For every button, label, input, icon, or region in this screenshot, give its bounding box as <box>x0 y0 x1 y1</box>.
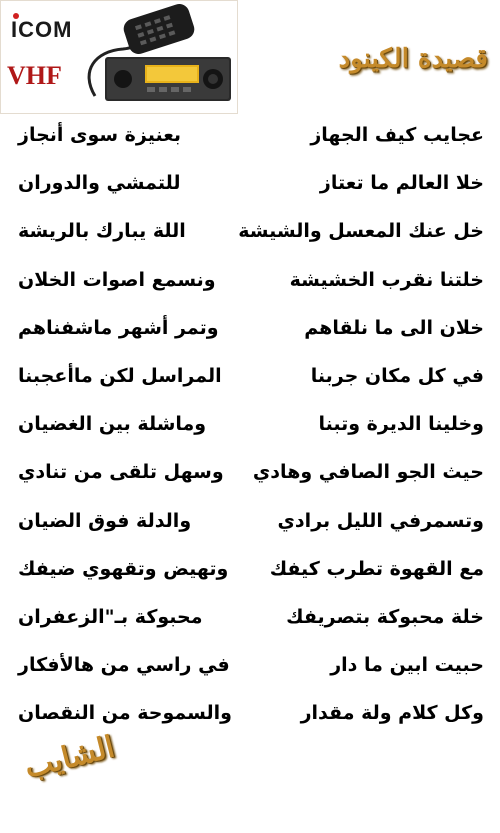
verse-second-hemistich: والدلة فوق الضيان <box>18 509 192 532</box>
verse-row <box>0 357 500 405</box>
verse-second-hemistich: وماشلة بين الغضيان <box>18 413 207 436</box>
verse-row <box>0 694 500 742</box>
verse-first-hemistich: خل عنك المعسل والشيشة <box>238 220 484 243</box>
radio-icon <box>85 1 235 111</box>
verse-second-hemistich: والسموحة من النقصان <box>18 702 232 725</box>
verse-first-hemistich: خلان الى ما نلقاهم <box>304 316 484 339</box>
verse-second-hemistich: اللة يبارك بالريشة <box>18 220 186 243</box>
verse-first-hemistich: حبيت ابين ما دار <box>330 654 484 677</box>
verse-first-hemistich: مع القهوة تطرب كيفك <box>269 557 484 580</box>
verse-second-hemistich: وتهيض وتقهوي ضيفك <box>18 557 229 580</box>
verse-first-hemistich: وكل كلام ولة مقدار <box>300 702 484 725</box>
verse-first-hemistich: عجايب كيف الجهاز <box>310 124 484 146</box>
verse-first-hemistich: خلتنا نقرب الخشيشة <box>289 268 484 291</box>
verse-first-hemistich: في كل مكان جربنا <box>310 364 484 387</box>
verse-row <box>0 116 500 164</box>
verse-first-hemistich: حيث الجو الصافي وهادي <box>252 461 484 484</box>
verse-first-hemistich: وخلينا الديرة وتبنا <box>318 413 484 436</box>
verse-row <box>0 309 500 357</box>
poem-title: قصيدة الكينود <box>338 44 488 74</box>
verse-row <box>0 261 500 309</box>
verse-second-hemistich: المراسل لكن ماأعجبنا <box>18 364 222 387</box>
verse-row <box>0 502 500 550</box>
verse-first-hemistich: خلا العالم ما تعتاز <box>319 172 484 195</box>
verse-second-hemistich: محبوكة بـ"الزعفران <box>18 605 203 628</box>
verse-row <box>0 598 500 646</box>
verse-row <box>0 405 500 453</box>
verse-second-hemistich: في راسي من هالأفكار <box>18 654 230 677</box>
verse-row <box>0 550 500 598</box>
verse-row <box>0 164 500 212</box>
verse-second-hemistich: بعنيزة سوى أنجاز <box>18 124 182 146</box>
verse-row <box>0 646 500 694</box>
verse-second-hemistich: ونسمع اصوات الخلان <box>18 268 216 291</box>
verse-first-hemistich: وتسمرفي الليل برادي <box>277 509 484 532</box>
verse-row <box>0 212 500 260</box>
poem-body <box>0 116 500 742</box>
band-label: VHF <box>7 61 62 90</box>
verse-second-hemistich: وتمر أشهر ماشفناهم <box>18 316 219 339</box>
verse-row <box>0 453 500 501</box>
poet-signature: الشايب <box>21 729 119 786</box>
verse-first-hemistich: خلة محبوكة بتصريفك <box>286 605 484 628</box>
brand-logo: ICOM <box>11 17 73 42</box>
verse-second-hemistich: للتمشي والدوران <box>18 172 181 195</box>
verse-second-hemistich: وسهل تلقى من تنادي <box>18 461 224 484</box>
radio-banner-image <box>0 0 238 114</box>
